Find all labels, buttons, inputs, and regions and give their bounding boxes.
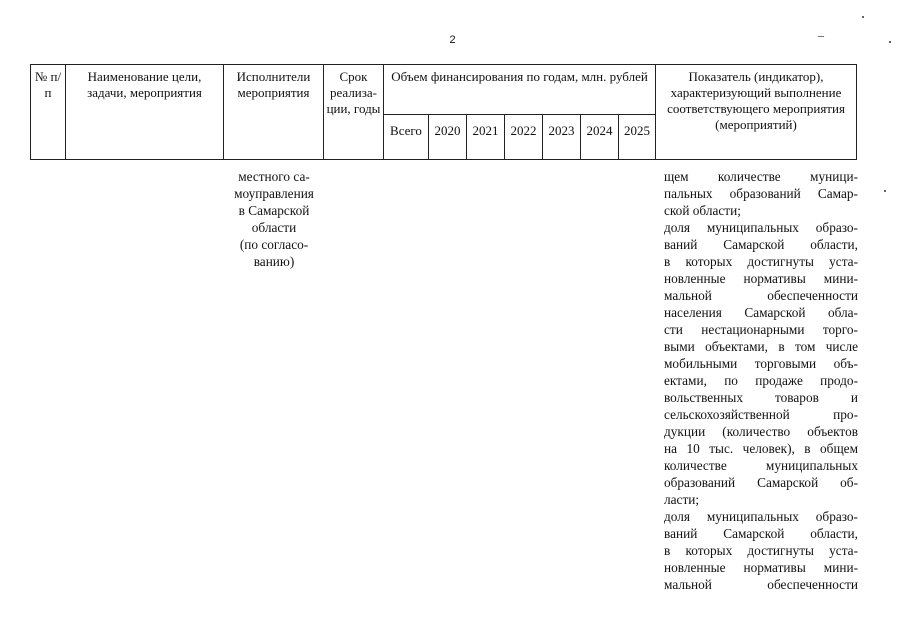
header-year-2024: 2024 <box>581 114 619 159</box>
header-year-2023: 2023 <box>543 114 581 159</box>
indicator-line: ваний Самарской области, <box>664 526 858 541</box>
indicator-line: мобильными торговыми объ- <box>664 356 858 371</box>
header-year-2021: 2021 <box>467 114 505 159</box>
indicator-line: пальных образований Самар- <box>664 186 858 201</box>
indicator-line: вольственных товаров и <box>664 390 858 405</box>
header-num: № п/п <box>31 65 66 160</box>
indicator-line: ектами, по продаже продо- <box>664 373 858 388</box>
indicator-line: на 10 тыс. человек), в общем <box>664 441 858 456</box>
indicator-line: щем количестве муници- <box>664 169 858 184</box>
header-year-2022: 2022 <box>505 114 543 159</box>
indicator-line: доля муниципальных образо- <box>664 509 858 524</box>
scan-speck <box>862 16 864 18</box>
executors-line: местного са- <box>238 169 310 184</box>
executors-line: в Самарской <box>238 203 310 218</box>
header-total: Всего <box>384 114 429 159</box>
header-year-2025: 2025 <box>619 114 656 159</box>
indicator-line: сельскохозяйственной про- <box>664 407 858 422</box>
scan-speck <box>889 41 891 43</box>
indicator-line: ласти; <box>664 492 700 507</box>
indicator-cell <box>664 168 858 593</box>
indicator-line: ваний Самарской области, <box>664 237 858 252</box>
header-year-2020: 2020 <box>429 114 467 159</box>
indicator-line: новленные нормативы мини- <box>664 560 858 575</box>
header-term: Срок реализа-ции, годы <box>324 65 384 160</box>
page-number: 2 <box>449 34 456 46</box>
executors-line: (по согласо- <box>239 237 309 252</box>
header-table <box>30 64 857 160</box>
indicator-line: мальной обеспеченности <box>664 288 858 303</box>
indicator-line: доля муниципальных образо- <box>664 220 858 235</box>
indicator-line: в которых достигнуты уста- <box>664 543 858 558</box>
header-funding: Объем финансирования по годам, млн. рублей <box>384 65 656 115</box>
indicator-line: в которых достигнуты уста- <box>664 254 858 269</box>
executors-line: моуправления <box>234 186 314 201</box>
header-executors: Исполнители мероприятия <box>224 65 324 160</box>
executors-cell <box>225 168 323 270</box>
indicator-line: сти нестационарными торго- <box>664 322 858 337</box>
indicator-line: образований Самарской об- <box>664 475 858 490</box>
executors-line: области <box>251 220 297 235</box>
header-name: Наименование цели, задачи, мероприятия <box>66 65 224 160</box>
executors-line: ванию) <box>253 254 295 269</box>
scan-speck <box>884 190 886 192</box>
indicator-line: дукции (количество объектов <box>664 424 858 439</box>
corner-mark: – <box>818 28 824 42</box>
indicator-line: мальной обеспеченности <box>664 577 858 592</box>
indicator-line: населения Самарской обла- <box>664 305 858 320</box>
indicator-line: выми объектами, в том числе <box>664 339 858 354</box>
indicator-line: количестве муниципальных <box>664 458 858 473</box>
indicator-line: ской области; <box>664 203 741 218</box>
indicator-line: новленные нормативы мини- <box>664 271 858 286</box>
header-indicator: Показатель (индикатор), характеризующий выполнение соответствующего мероприятия (мероприятий) <box>656 65 857 160</box>
